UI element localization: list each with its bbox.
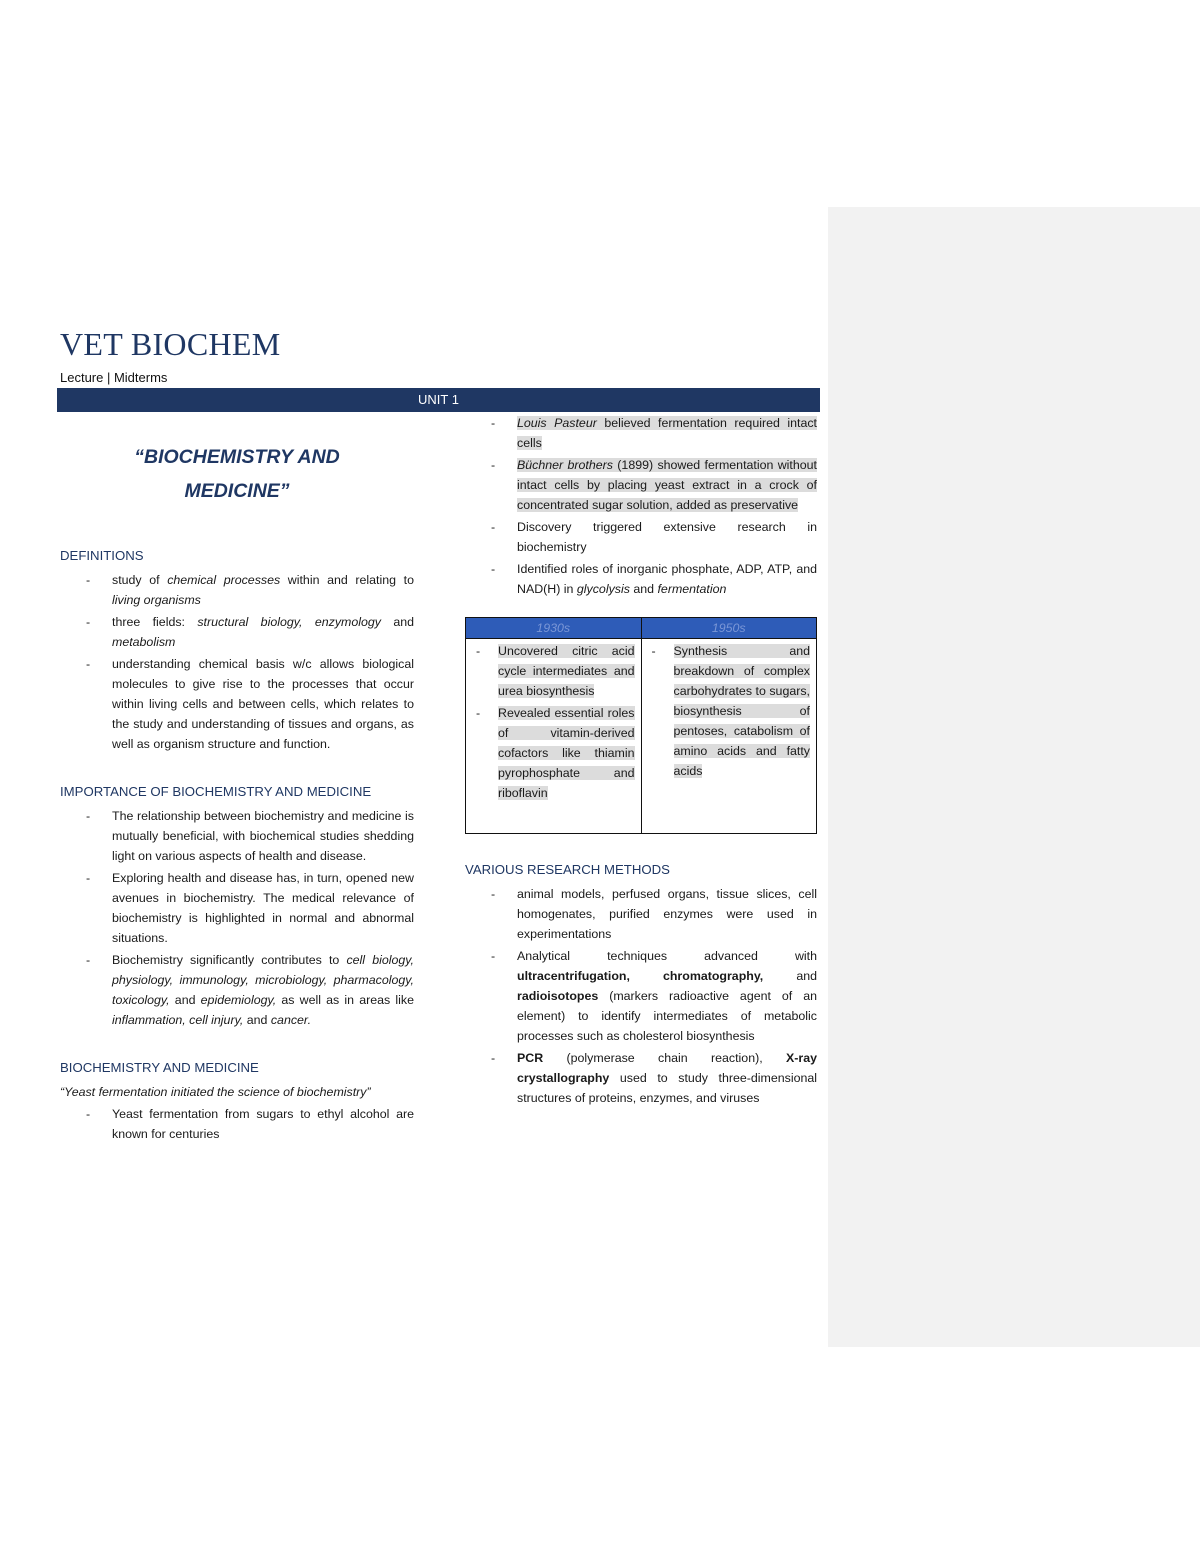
- methods-list: [465, 884, 817, 1108]
- list-item: - Uncovered citric acid cycle intermediates and urea biosynthesis: [476, 644, 635, 698]
- era-table: [465, 617, 817, 834]
- list-item: - Louis Pasteur believed fermentation required intact cells: [491, 416, 817, 450]
- table-header-1930s: 1930s: [466, 618, 642, 639]
- definitions-list: [60, 570, 414, 754]
- main-heading-line2: MEDICINE”: [184, 480, 290, 502]
- dash-bullet: -: [86, 657, 91, 671]
- definitions-heading: DEFINITIONS: [60, 548, 144, 563]
- list-item: - Büchner brothers (1899) showed fermentation without intact cells by placing yeast extract in a crock of concentrated sugar solution, added as preservative: [491, 458, 817, 512]
- comment-pane: [828, 207, 1200, 1347]
- unit-banner: UNIT 1: [57, 388, 820, 412]
- dash-bullet: -: [86, 573, 91, 587]
- bio-med-list: [60, 1104, 414, 1144]
- list-item: - Analytical techniques advanced with ultracentrifugation, chromatography, and radioisotopes (markers radioactive agent of an element) to identify intermediates of metabolic processes such as cholesterol biosynthesis: [491, 949, 817, 1043]
- importance-list: [60, 806, 414, 1030]
- list-item: - Exploring health and disease has, in turn, opened new avenues in biochemistry. The medical relevance of biochemistry is highlighted in normal and abnormal situations.: [86, 871, 414, 945]
- list-item: - three fields: structural biology, enzymology and metabolism: [60, 612, 414, 652]
- table-header-1950s: 1950s: [641, 618, 817, 639]
- methods-heading: VARIOUS RESEARCH METHODS: [465, 862, 670, 877]
- bio-med-heading: BIOCHEMISTRY AND MEDICINE: [60, 1060, 259, 1075]
- list-item: - study of chemical processes within and relating to living organisms: [60, 570, 414, 610]
- main-heading: [60, 440, 414, 508]
- document-subtitle: Lecture | Midterms: [60, 370, 168, 385]
- list-item: - Yeast fermentation from sugars to ethyl alcohol are known for centuries: [86, 1107, 414, 1141]
- history-list: [465, 413, 817, 599]
- right-column: [465, 413, 817, 1110]
- table-cell-1930s: [466, 639, 642, 834]
- list-item: - understanding chemical basis w/c allows biological molecules to give rise to the processes that occur within living cells and between cells, which relates to the study and understanding of tissues and organs, as well as organism structure and function.: [60, 654, 414, 754]
- list-item: - Identified roles of inorganic phosphate, ADP, ATP, and NAD(H) in glycolysis and fermentation: [491, 562, 817, 596]
- dash-bullet: -: [86, 615, 91, 629]
- document-title: VET BIOCHEM: [60, 326, 281, 362]
- table-cell-1950s: [641, 639, 817, 834]
- list-item: - Synthesis and breakdown of complex carbohydrates to sugars, biosynthesis of pentoses, catabolism of amino acids and fatty acids: [651, 644, 810, 778]
- list-item: - Discovery triggered extensive research in biochemistry: [491, 520, 817, 554]
- list-item: - Revealed essential roles of vitamin-derived cofactors like thiamin pyrophosphate and riboflavin: [476, 706, 635, 800]
- list-item: - Biochemistry significantly contributes to cell biology, physiology, immunology, microbiology, pharmacology, toxicology, and epidemiology, as well as in areas like inflammation, cell injury, and cancer.: [86, 953, 415, 1027]
- list-item: - The relationship between biochemistry and medicine is mutually beneficial, with biochemical studies shedding light on various aspects of health and disease.: [86, 809, 414, 863]
- yeast-quote: “Yeast fermentation initiated the science of biochemistry”: [60, 1085, 371, 1099]
- main-heading-line1: “BIOCHEMISTRY AND: [134, 446, 340, 468]
- list-item: - animal models, perfused organs, tissue slices, cell homogenates, purified enzymes were used in experimentations: [491, 887, 817, 941]
- importance-heading: IMPORTANCE OF BIOCHEMISTRY AND MEDICINE: [60, 784, 372, 799]
- list-item: - PCR (polymerase chain reaction), X-ray crystallography used to study three-dimensional structures of proteins, enzymes, and viruses: [491, 1051, 817, 1105]
- left-column: [60, 440, 414, 1146]
